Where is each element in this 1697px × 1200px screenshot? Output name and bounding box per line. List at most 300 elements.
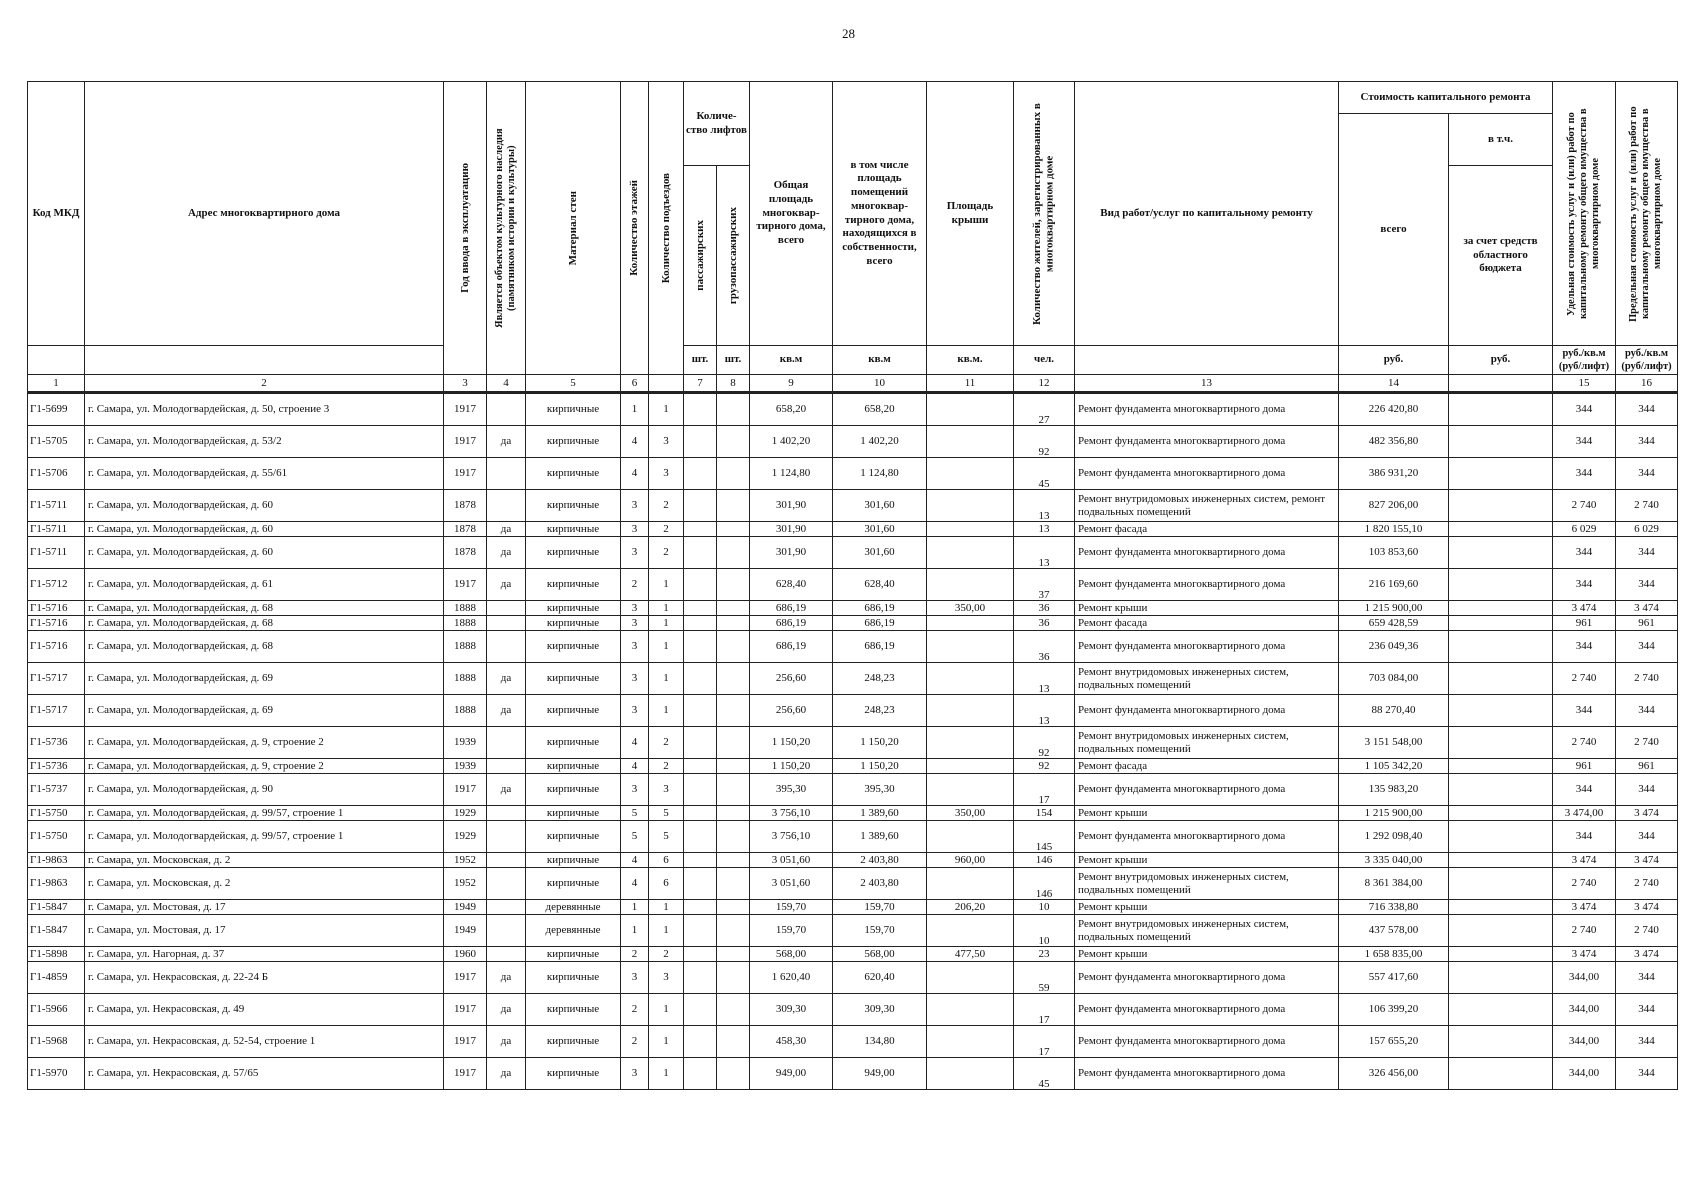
cell-cost-total: 8 361 384,00 [1339,868,1449,900]
cell-area-owned: 2 403,80 [833,868,927,900]
cell-max-cost: 2 740 [1616,915,1678,947]
cell-heritage: да [487,537,526,569]
cell-lifts-passenger [684,663,717,695]
cell-work-type: Ремонт крыши [1075,900,1339,915]
units-row [28,346,1678,375]
cell-work-type: Ремонт фундамента многоквартирного дома [1075,1026,1339,1058]
cell-code: Г1-5847 [28,900,85,915]
cell-material: кирпичные [526,663,621,695]
cell-cost-total: 1 215 900,00 [1339,601,1449,616]
cell-cost-regional [1449,821,1553,853]
cell-max-cost: 3 474 [1616,947,1678,962]
table-row [28,947,1678,962]
cell-area-total: 949,00 [750,1058,833,1090]
cell-area-owned: 1 402,20 [833,426,927,458]
table-row [28,962,1678,994]
cell-cost-regional [1449,994,1553,1026]
cell-area-owned: 309,30 [833,994,927,1026]
cell-lifts-cargo [717,994,750,1026]
cell-lifts-cargo [717,601,750,616]
cell-floors: 5 [621,806,649,821]
cell-address: г. Самара, ул. Мостовая, д. 17 [85,900,444,915]
cell-area-total: 256,60 [750,663,833,695]
cell-floors: 1 [621,900,649,915]
cell-year: 1878 [444,490,487,522]
cell-unit-cost: 2 740 [1553,727,1616,759]
unit-lifts-passenger: шт. [684,346,717,375]
unit-empty [1075,346,1339,375]
cell-unit-cost: 3 474 [1553,601,1616,616]
cell-year: 1917 [444,1058,487,1090]
col-number: 6 [621,375,649,393]
cell-year: 1939 [444,759,487,774]
cell-cost-regional [1449,900,1553,915]
cell-max-cost: 3 474 [1616,601,1678,616]
cell-year: 1878 [444,522,487,537]
cell-lifts-cargo [717,806,750,821]
cell-code: Г1-5711 [28,522,85,537]
header-material: Материал стен [526,82,621,375]
cell-material: кирпичные [526,522,621,537]
cell-address: г. Самара, ул. Некрасовская, д. 57/65 [85,1058,444,1090]
cell-work-type: Ремонт фундамента многоквартирного дома [1075,393,1339,426]
unit-unit-cost: руб./кв.м (руб/лифт) [1553,346,1616,375]
cell-lifts-cargo [717,1026,750,1058]
cell-material: кирпичные [526,806,621,821]
cell-lifts-cargo [717,631,750,663]
cell-cost-regional [1449,522,1553,537]
cell-lifts-passenger [684,853,717,868]
cell-cost-regional [1449,806,1553,821]
cell-lifts-passenger [684,868,717,900]
cell-year: 1929 [444,821,487,853]
cell-entrances: 3 [649,458,684,490]
cell-lifts-cargo [717,490,750,522]
cell-material: кирпичные [526,759,621,774]
cell-cost-regional [1449,393,1553,426]
cell-residents: 36 [1014,631,1075,663]
repair-register-table [27,81,1678,1090]
cell-floors: 1 [621,393,649,426]
col-number: 15 [1553,375,1616,393]
cell-code: Г1-5737 [28,774,85,806]
unit-lifts-cargo: шт. [717,346,750,375]
cell-area-total: 301,90 [750,537,833,569]
cell-unit-cost: 344,00 [1553,1058,1616,1090]
cell-area-owned: 248,23 [833,663,927,695]
cell-max-cost: 2 740 [1616,727,1678,759]
cell-cost-regional [1449,774,1553,806]
unit-area-total: кв.м [750,346,833,375]
cell-address: г. Самара, ул. Молодогвардейская, д. 61 [85,569,444,601]
cell-unit-cost: 344 [1553,458,1616,490]
cell-entrances: 2 [649,759,684,774]
cell-floors: 4 [621,868,649,900]
cell-area-owned: 628,40 [833,569,927,601]
cell-address: г. Самара, ул. Нагорная, д. 37 [85,947,444,962]
cell-lifts-cargo [717,569,750,601]
cell-max-cost: 961 [1616,759,1678,774]
cell-area-owned: 159,70 [833,900,927,915]
cell-unit-cost: 961 [1553,759,1616,774]
cell-address: г. Самара, ул. Некрасовская, д. 52-54, строение 1 [85,1026,444,1058]
cell-code: Г1-5736 [28,727,85,759]
cell-area-owned: 134,80 [833,1026,927,1058]
cell-area-total: 301,90 [750,490,833,522]
cell-roof-area [927,490,1014,522]
cell-year: 1960 [444,947,487,962]
cell-area-total: 658,20 [750,393,833,426]
cell-cost-total: 716 338,80 [1339,900,1449,915]
cell-cost-total: 1 215 900,00 [1339,806,1449,821]
cell-residents: 37 [1014,569,1075,601]
table-row [28,821,1678,853]
cell-max-cost: 344 [1616,821,1678,853]
header-cost-incl: в т.ч. [1449,114,1553,166]
cell-lifts-cargo [717,947,750,962]
cell-entrances: 6 [649,868,684,900]
unit-area-owned: кв.м [833,346,927,375]
cell-entrances: 1 [649,1026,684,1058]
cell-roof-area [927,393,1014,426]
header-code: Код МКД [28,82,85,346]
cell-roof-area [927,821,1014,853]
cell-area-total: 256,60 [750,695,833,727]
cell-year: 1917 [444,962,487,994]
cell-code: Г1-5711 [28,490,85,522]
col-number: 11 [927,375,1014,393]
cell-heritage [487,947,526,962]
unit-empty [85,346,444,375]
cell-code: Г1-5750 [28,806,85,821]
cell-year: 1888 [444,616,487,631]
cell-cost-regional [1449,537,1553,569]
cell-material: кирпичные [526,962,621,994]
header-cost-total: всего [1339,114,1449,346]
table-row [28,915,1678,947]
cell-entrances: 2 [649,727,684,759]
unit-cost-regional: руб. [1449,346,1553,375]
cell-area-total: 686,19 [750,631,833,663]
cell-residents: 146 [1014,853,1075,868]
cell-lifts-cargo [717,962,750,994]
header-lifts-passenger: пассажирских [684,166,717,346]
table-body [28,393,1678,1090]
cell-cost-total: 216 169,60 [1339,569,1449,601]
cell-entrances: 2 [649,537,684,569]
cell-roof-area: 206,20 [927,900,1014,915]
header-entrances: Количество подъездов [649,82,684,375]
cell-floors: 5 [621,821,649,853]
table-row [28,522,1678,537]
cell-entrances: 1 [649,915,684,947]
cell-material: кирпичные [526,393,621,426]
cell-material: кирпичные [526,695,621,727]
cell-work-type: Ремонт внутридомовых инженерных систем, подвальных помещений [1075,915,1339,947]
cell-material: деревянные [526,900,621,915]
cell-area-owned: 159,70 [833,915,927,947]
cell-roof-area [927,994,1014,1026]
cell-unit-cost: 2 740 [1553,663,1616,695]
cell-area-total: 395,30 [750,774,833,806]
cell-residents: 27 [1014,393,1075,426]
cell-area-total: 3 051,60 [750,853,833,868]
cell-floors: 4 [621,727,649,759]
cell-cost-total: 1 658 835,00 [1339,947,1449,962]
cell-area-total: 1 402,20 [750,426,833,458]
cell-material: кирпичные [526,727,621,759]
cell-heritage: да [487,695,526,727]
cell-work-type: Ремонт фундамента многоквартирного дома [1075,537,1339,569]
cell-heritage: да [487,1058,526,1090]
cell-residents: 36 [1014,616,1075,631]
cell-material: кирпичные [526,774,621,806]
cell-max-cost: 344 [1616,537,1678,569]
table-row [28,774,1678,806]
cell-year: 1878 [444,537,487,569]
table-row [28,806,1678,821]
cell-area-total: 1 620,40 [750,962,833,994]
cell-address: г. Самара, ул. Молодогвардейская, д. 68 [85,616,444,631]
unit-max-cost: руб./кв.м (руб/лифт) [1616,346,1678,375]
cell-lifts-cargo [717,1058,750,1090]
cell-work-type: Ремонт фасада [1075,759,1339,774]
cell-entrances: 1 [649,616,684,631]
cell-cost-total: 659 428,59 [1339,616,1449,631]
col-number: 2 [85,375,444,393]
cell-code: Г1-5712 [28,569,85,601]
cell-residents: 92 [1014,759,1075,774]
cell-address: г. Самара, ул. Молодогвардейская, д. 60 [85,537,444,569]
cell-area-owned: 1 124,80 [833,458,927,490]
cell-unit-cost: 2 740 [1553,915,1616,947]
cell-address: г. Самара, ул. Мостовая, д. 17 [85,915,444,947]
header-cost-regional: за счет средств областного бюджета [1449,166,1553,346]
cell-area-total: 159,70 [750,900,833,915]
cell-code: Г1-5966 [28,994,85,1026]
cell-max-cost: 344 [1616,631,1678,663]
cell-cost-regional [1449,947,1553,962]
column-number-row [28,375,1678,393]
cell-roof-area [927,695,1014,727]
cell-roof-area: 350,00 [927,806,1014,821]
cell-max-cost: 344 [1616,1058,1678,1090]
cell-lifts-cargo [717,759,750,774]
cell-floors: 3 [621,522,649,537]
cell-code: Г1-5717 [28,695,85,727]
cell-cost-total: 482 356,80 [1339,426,1449,458]
cell-unit-cost: 3 474 [1553,900,1616,915]
cell-material: кирпичные [526,821,621,853]
cell-heritage [487,806,526,821]
cell-work-type: Ремонт фундамента многоквартирного дома [1075,821,1339,853]
cell-address: г. Самара, ул. Молодогвардейская, д. 55/61 [85,458,444,490]
cell-lifts-passenger [684,962,717,994]
header-year: Год ввода в эксплуатацию [444,82,487,375]
cell-roof-area [927,663,1014,695]
cell-material: кирпичные [526,569,621,601]
cell-residents: 10 [1014,900,1075,915]
cell-work-type: Ремонт фундамента многоквартирного дома [1075,962,1339,994]
cell-cost-total: 88 270,40 [1339,695,1449,727]
cell-lifts-passenger [684,900,717,915]
cell-year: 1888 [444,663,487,695]
cell-residents: 13 [1014,695,1075,727]
table-row [28,537,1678,569]
cell-cost-regional [1449,490,1553,522]
cell-work-type: Ремонт фасада [1075,522,1339,537]
cell-residents: 17 [1014,994,1075,1026]
page-number: 28 [842,26,855,41]
cell-area-owned: 568,00 [833,947,927,962]
col-number: 10 [833,375,927,393]
cell-floors: 4 [621,759,649,774]
col-number: 4 [487,375,526,393]
cell-area-total: 309,30 [750,994,833,1026]
cell-material: кирпичные [526,853,621,868]
cell-roof-area [927,426,1014,458]
header-cost: Стоимость капитального ремонта [1339,82,1553,114]
cell-unit-cost: 6 029 [1553,522,1616,537]
cell-max-cost: 6 029 [1616,522,1678,537]
cell-year: 1917 [444,393,487,426]
cell-code: Г1-9863 [28,868,85,900]
cell-area-total: 1 124,80 [750,458,833,490]
cell-entrances: 1 [649,393,684,426]
cell-unit-cost: 961 [1553,616,1616,631]
cell-cost-total: 226 420,80 [1339,393,1449,426]
table-row [28,458,1678,490]
cell-max-cost: 344 [1616,994,1678,1026]
cell-area-owned: 686,19 [833,616,927,631]
cell-residents: 92 [1014,426,1075,458]
cell-cost-regional [1449,569,1553,601]
cell-area-owned: 686,19 [833,631,927,663]
cell-material: кирпичные [526,1026,621,1058]
cell-area-total: 3 756,10 [750,821,833,853]
cell-cost-regional [1449,426,1553,458]
cell-residents: 146 [1014,868,1075,900]
cell-cost-total: 1 820 155,10 [1339,522,1449,537]
cell-roof-area [927,868,1014,900]
cell-material: кирпичные [526,947,621,962]
cell-residents: 17 [1014,1026,1075,1058]
cell-cost-total: 437 578,00 [1339,915,1449,947]
cell-floors: 3 [621,962,649,994]
cell-area-owned: 301,60 [833,522,927,537]
table-row [28,695,1678,727]
cell-code: Г1-4859 [28,962,85,994]
cell-floors: 3 [621,601,649,616]
cell-cost-regional [1449,631,1553,663]
cell-address: г. Самара, ул. Молодогвардейская, д. 68 [85,601,444,616]
cell-area-owned: 620,40 [833,962,927,994]
cell-address: г. Самара, ул. Московская, д. 2 [85,868,444,900]
cell-area-owned: 658,20 [833,393,927,426]
header-work-type: Вид работ/услуг по капитальному ремонту [1075,82,1339,346]
cell-max-cost: 3 474 [1616,900,1678,915]
cell-material: кирпичные [526,994,621,1026]
cell-work-type: Ремонт фундамента многоквартирного дома [1075,458,1339,490]
cell-lifts-passenger [684,774,717,806]
cell-roof-area: 960,00 [927,853,1014,868]
cell-heritage: да [487,1026,526,1058]
cell-heritage: да [487,774,526,806]
col-number [1449,375,1553,393]
cell-work-type: Ремонт крыши [1075,601,1339,616]
cell-lifts-cargo [717,537,750,569]
cell-max-cost: 344 [1616,458,1678,490]
cell-residents: 36 [1014,601,1075,616]
unit-roof-area: кв.м. [927,346,1014,375]
cell-cost-regional [1449,601,1553,616]
cell-cost-regional [1449,868,1553,900]
cell-work-type: Ремонт крыши [1075,947,1339,962]
cell-year: 1917 [444,426,487,458]
cell-roof-area [927,458,1014,490]
cell-roof-area [927,569,1014,601]
cell-entrances: 2 [649,522,684,537]
cell-residents: 154 [1014,806,1075,821]
cell-address: г. Самара, ул. Некрасовская, д. 22-24 Б [85,962,444,994]
cell-lifts-cargo [717,393,750,426]
header-unit-cost: Удельная стоимость услуг и (или) работ по капитальному ремонту общего имущества в многоквартирном доме [1553,82,1616,346]
cell-unit-cost: 344 [1553,537,1616,569]
cell-max-cost: 344 [1616,962,1678,994]
cell-floors: 1 [621,915,649,947]
cell-cost-total: 135 983,20 [1339,774,1449,806]
cell-code: Г1-5750 [28,821,85,853]
cell-heritage [487,490,526,522]
cell-work-type: Ремонт внутридомовых инженерных систем, подвальных помещений [1075,727,1339,759]
cell-lifts-cargo [717,774,750,806]
table-row [28,663,1678,695]
table-row [28,616,1678,631]
table-row [28,868,1678,900]
cell-area-total: 686,19 [750,616,833,631]
cell-cost-regional [1449,727,1553,759]
cell-address: г. Самара, ул. Молодогвардейская, д. 99/57, строение 1 [85,806,444,821]
col-number: 12 [1014,375,1075,393]
cell-code: Г1-5717 [28,663,85,695]
cell-area-owned: 248,23 [833,695,927,727]
cell-residents: 145 [1014,821,1075,853]
cell-unit-cost: 344 [1553,393,1616,426]
cell-lifts-passenger [684,458,717,490]
cell-area-total: 1 150,20 [750,759,833,774]
cell-material: кирпичные [526,631,621,663]
header-lifts: Количе-ство лифтов [684,82,750,166]
cell-lifts-passenger [684,1058,717,1090]
cell-unit-cost: 344,00 [1553,962,1616,994]
col-number: 9 [750,375,833,393]
cell-lifts-cargo [717,616,750,631]
table-row [28,426,1678,458]
cell-residents: 13 [1014,537,1075,569]
cell-roof-area [927,1058,1014,1090]
cell-roof-area [927,616,1014,631]
cell-area-owned: 949,00 [833,1058,927,1090]
cell-work-type: Ремонт фундамента многоквартирного дома [1075,631,1339,663]
cell-area-total: 1 150,20 [750,727,833,759]
cell-lifts-passenger [684,522,717,537]
cell-heritage: да [487,994,526,1026]
cell-floors: 2 [621,1026,649,1058]
cell-area-owned: 686,19 [833,601,927,616]
cell-max-cost: 3 474 [1616,806,1678,821]
cell-entrances: 3 [649,426,684,458]
cell-floors: 2 [621,569,649,601]
